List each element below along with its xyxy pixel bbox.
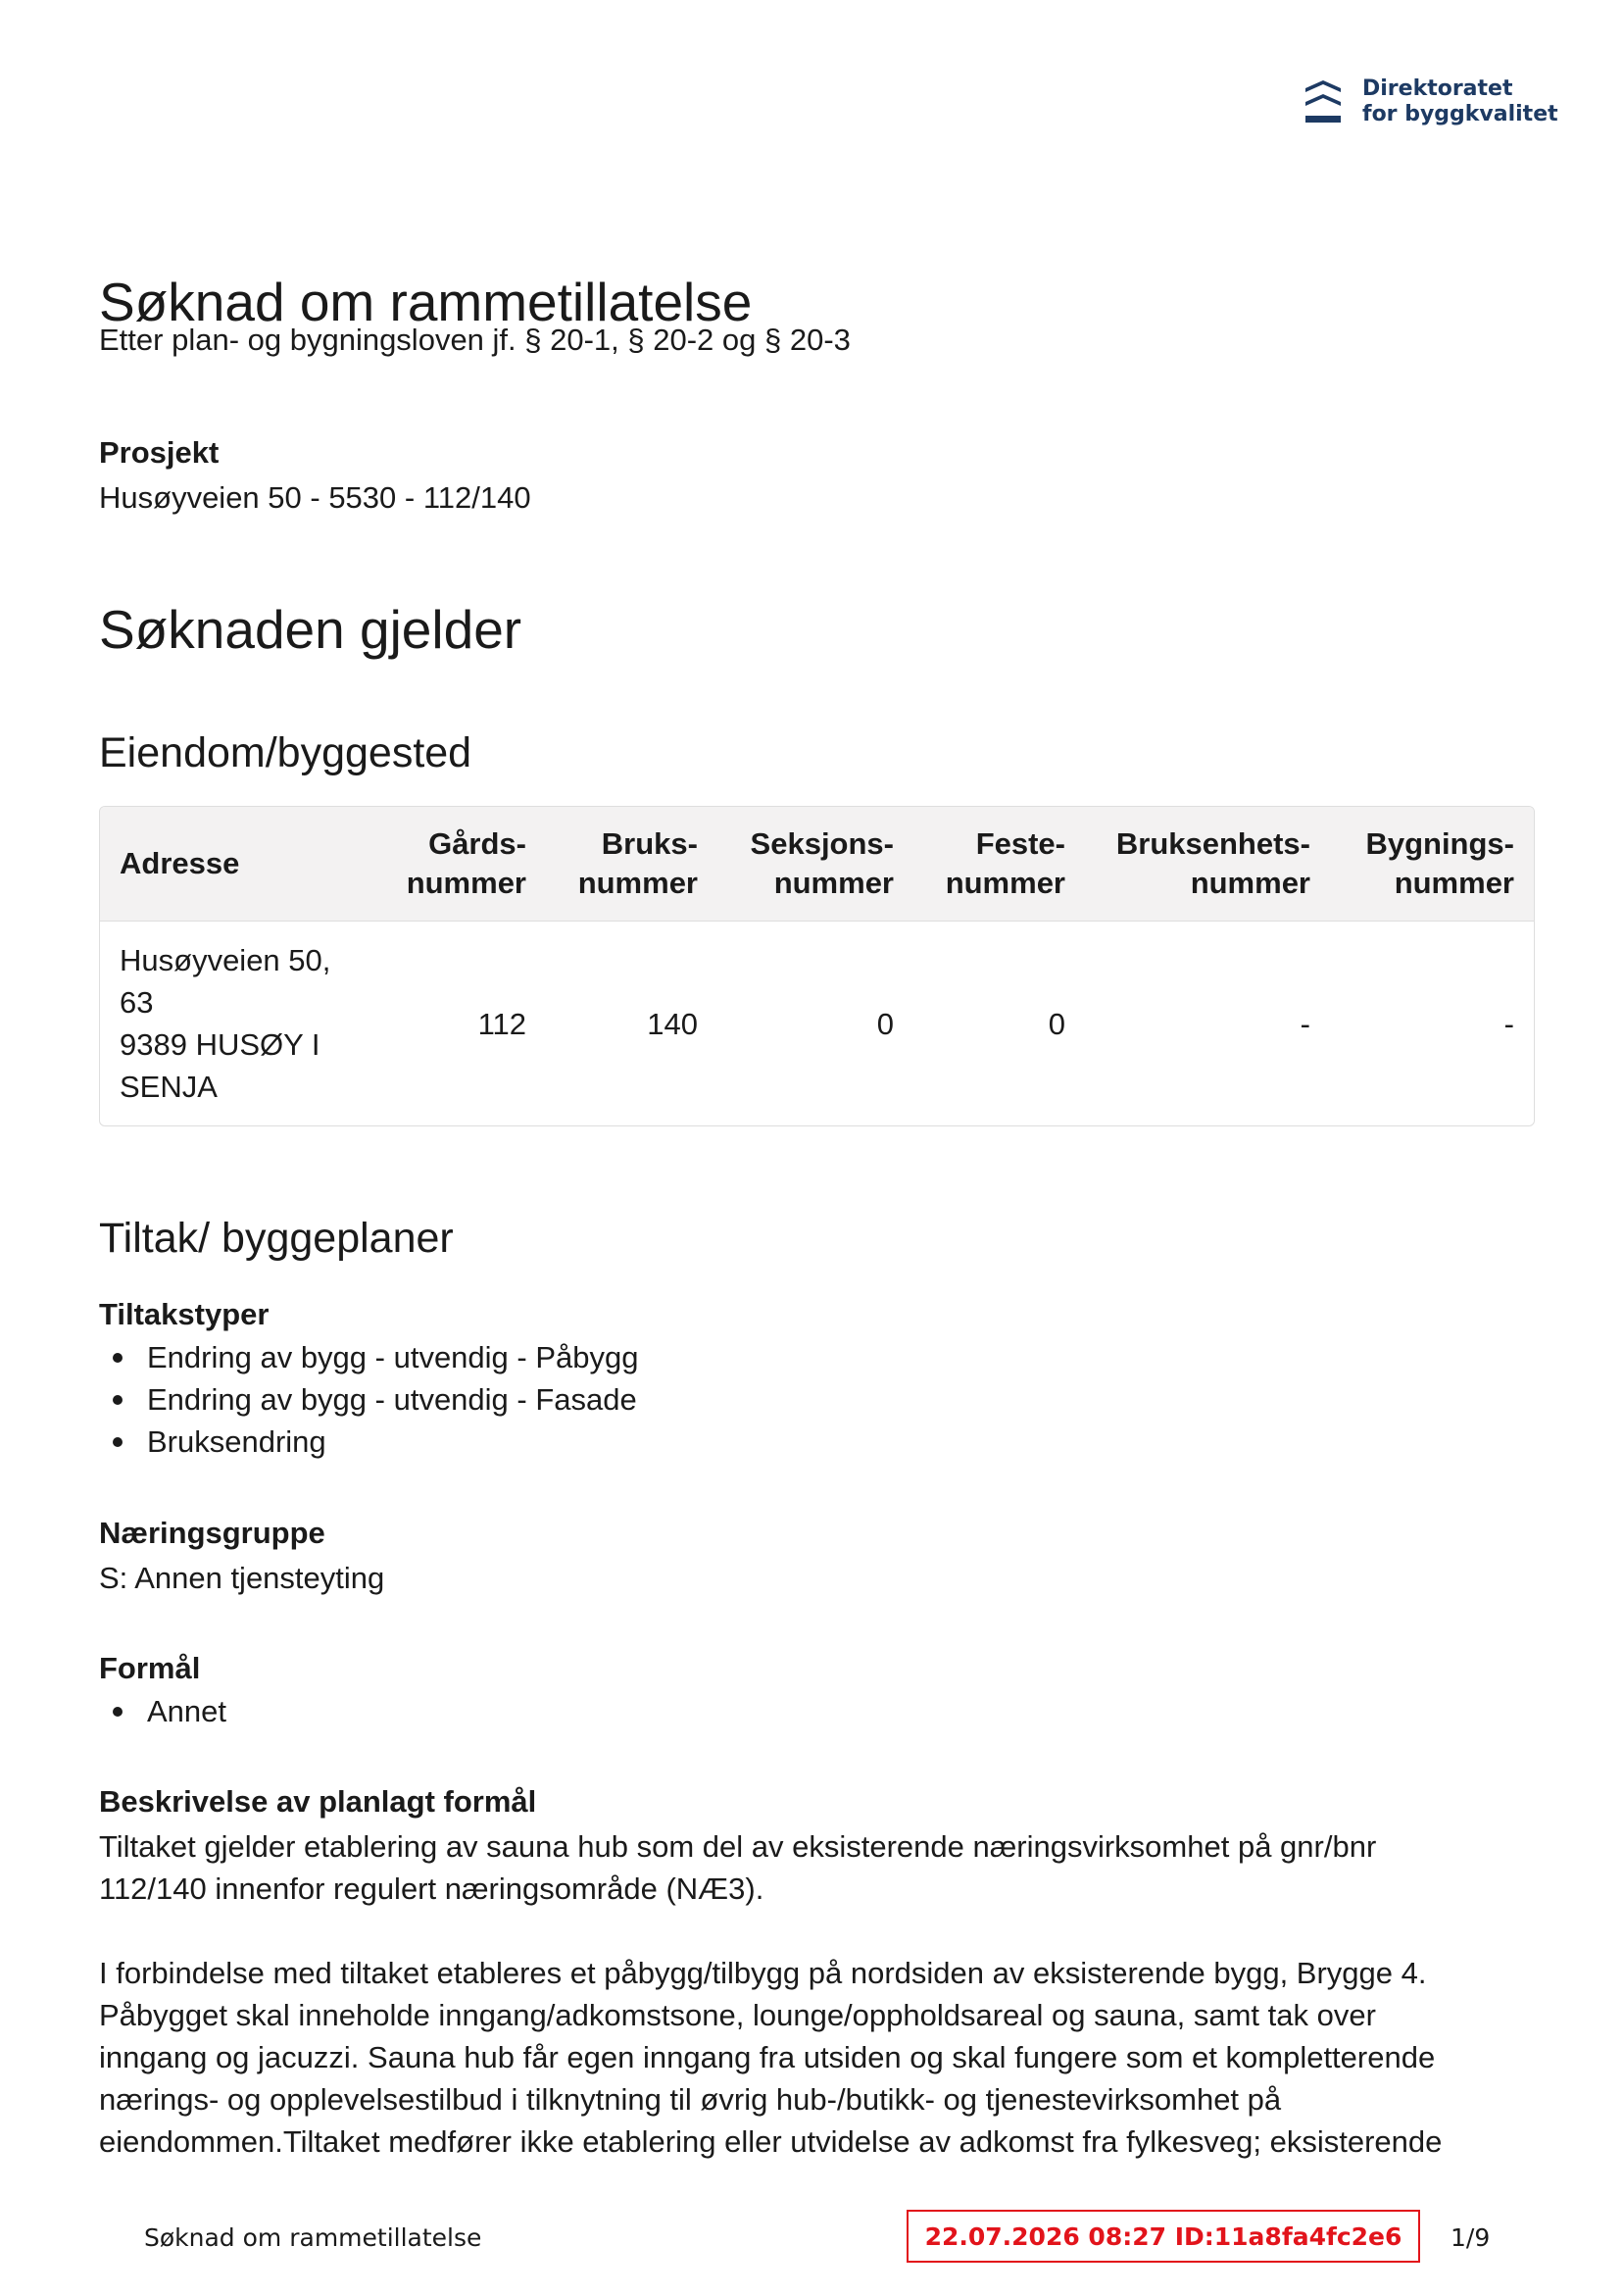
section-heading-applies: Søknaden gjelder [99,599,522,660]
description-paragraph-2: I forbindelse med tiltaket etableres et påbygg/tilbygg på nordsiden av eksisterende bygg, Brygge 4. Påbygget skal inneholde inngang/adkomstsone, lounge/oppholdsareal og sauna, samt tak over inngang og jacuzzi. Sauna hub får egen inngang fra utsiden og skal fungere som et kompletterende nærings- og opplevelsestilbud i tilknytning til øvrig hub-/butikk- og tjenestevirksomhet på eiendommen.Tiltaket medfører ikke etablering eller utvidelse av adkomst fra fylkesveg; eksisterende [99,1956,1443,2159]
col-header-seksjonsnummer: Seksjons- nummer [717,807,913,922]
measure-types-label: Tiltakstyper [99,1297,270,1331]
project-value: Husøyveien 50 - 5530 - 112/140 [99,480,531,515]
col-header-gardsnummer: Gårds- nummer [374,807,546,922]
list-item: Endring av bygg - utvendig - Fasade [99,1378,638,1421]
property-table [99,806,1535,1126]
industry-group-value: S: Annen tjensteyting [99,1561,385,1595]
footer-title: Søknad om rammetillatelse [144,2223,482,2252]
list-item: Bruksendring [99,1421,638,1463]
col-header-bruksenhetsnummer: Bruksenhets- nummer [1085,807,1330,922]
cell-gardsnummer: 112 [477,1006,526,1041]
dibk-logo-icon [1303,78,1343,125]
logo-line-1: Direktoratet [1362,76,1513,101]
table-row [100,922,1534,1125]
description-label: Beskrivelse av planlagt formål [99,1784,537,1819]
document-subtitle: Etter plan- og bygningsloven jf. § 20-1, § 20-2 og § 20-3 [99,323,851,357]
col-header-festenummer: Feste- nummer [913,807,1085,922]
project-label: Prosjekt [99,435,220,470]
description-paragraph-1: Tiltaket gjelder etablering av sauna hub som del av eksisterende næringsvirksomhet på gnr/bnr 112/140 innenfor regulert næringsområde (NÆ3). [99,1829,1377,1906]
list-item: Annet [99,1690,226,1732]
industry-group-label: Næringsgruppe [99,1516,325,1550]
col-header-bygningsnummer: Bygnings- nummer [1330,807,1534,922]
property-heading: Eiendom/byggested [99,729,472,776]
table-header-row [100,807,1534,922]
document-title: Søknad om rammetillatelse [99,272,753,332]
col-header-bruksnummer: Bruks- nummer [546,807,717,922]
purpose-list [99,1690,226,1732]
cell-bygningsnummer: - [1503,1006,1514,1041]
logo-line-2: for byggkvalitet [1362,102,1558,126]
col-header-adresse: Adresse [100,807,374,922]
cell-bruksenhetsnummer: - [1300,1006,1310,1041]
measures-heading: Tiltak/ byggeplaner [99,1215,454,1262]
measure-types-list [99,1336,638,1463]
page-footer [0,2210,1623,2269]
timestamp-id-stamp: 22.07.2026 08:27 ID:11a8fa4fc2e6 [907,2210,1420,2263]
cell-bruksnummer: 140 [647,1006,698,1041]
dibk-logo [1303,76,1558,127]
cell-seksjonsnummer: 0 [876,1006,894,1041]
cell-festenummer: 0 [1048,1006,1065,1041]
logo-text [1362,76,1558,127]
list-item: Endring av bygg - utvendig - Påbygg [99,1336,638,1378]
cell-address: Husøyveien 50, 63 9389 HUSØY I SENJA [120,943,331,1104]
purpose-label: Formål [99,1651,201,1685]
page-number: 1/9 [1451,2223,1491,2252]
